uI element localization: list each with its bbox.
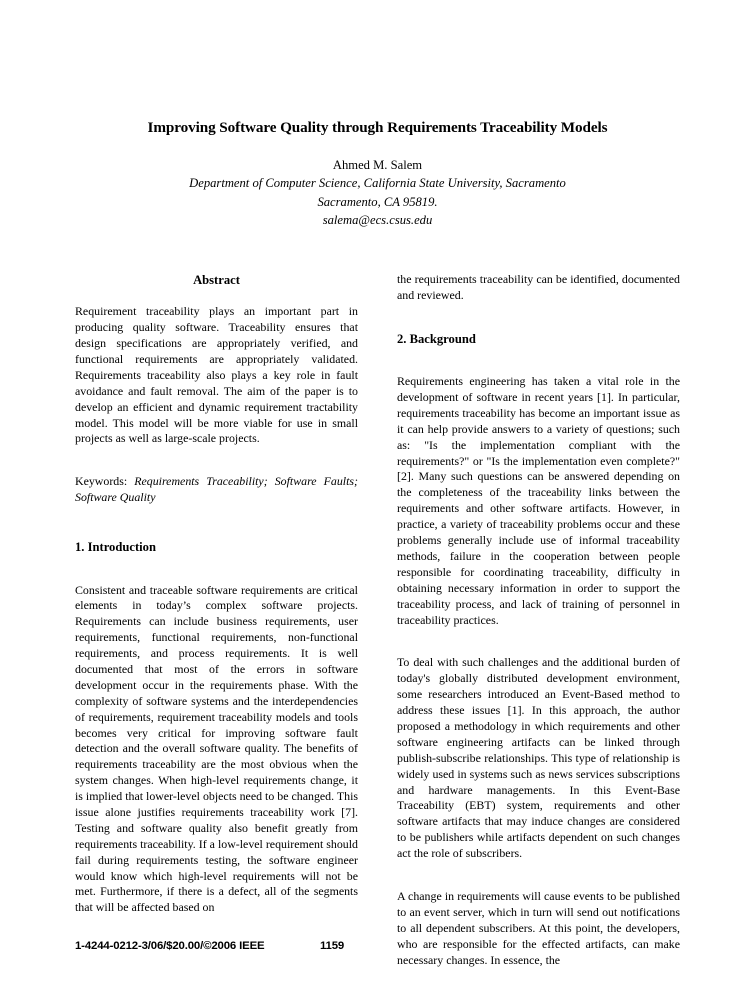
title-block	[75, 118, 680, 229]
footer-copyright: 1-4244-0212-3/06/$20.00/©2006 IEEE	[75, 940, 265, 952]
spacer	[75, 460, 358, 474]
abstract-body: Requirement traceability plays an important part in producing quality software. Traceability ensures that design specifications are appropriately verified, and functional requirements are appropriately validated. Requirements traceability also plays a key role in fault avoidance and fault removal. The aim of the paper is to develop an efficient and dynamic requirement tractability model. This model will be more viable for use in small projects as well as large-scale projects.	[75, 304, 358, 446]
keywords-terms: Requirements Traceability; Software Faults; Software Quality	[75, 474, 358, 505]
spacer	[397, 875, 680, 889]
background-paragraph-1: Requirements engineering has taken a vital role in the development of software in recent years [1]. In particular, requirements traceability has become an important issue as it can help provide answers to a variety of questions; such as: "Is the implementation compliant with the requirements?" or "Is the implementation even complete?" [2]. Many such questions can be answered depending on the completeness of the traceability links between the requirements and other software artifacts. However, in practice, a variety of traceability problems occur and these problems generally include use of informal traceability methods, failure in the cooperation between people responsible for coordinating traceability, difficulty in obtaining necessary information in order to support the traceability process, and lack of training of personnel in traceability practices.	[397, 374, 680, 627]
spacer	[397, 641, 680, 655]
page-title: Improving Software Quality through Requirements Traceability Models	[147, 119, 608, 136]
background-heading: 2. Background	[397, 331, 476, 346]
introduction-heading: 1. Introduction	[75, 540, 156, 555]
author-email: salema@ecs.csus.edu	[322, 212, 433, 227]
keywords-label: Keywords:	[75, 474, 128, 489]
keywords-paragraph	[75, 474, 358, 506]
right-column	[397, 272, 680, 968]
background-paragraph-2: To deal with such challenges and the additional burden of today's globally distributed development environment, some researchers introduced an Event-Based method to address these issues [1]. In this approach, the author proposed a methodology in which requirements and other software engineering artifacts can be linked through publish-subscribe relationships. This type of relationship is widely used in systems such as news services subscriptions and hardware managements. In this Event-Base Traceability (EBT) system, requirements and other software artifacts that may induce changes are considered to be publishers while artifacts dependent on such changes act the role of subscribers.	[397, 655, 680, 861]
footer-page-number: 1159	[320, 940, 345, 952]
abstract-heading: Abstract	[193, 273, 240, 287]
author-affiliation-city: Sacramento, CA 95819.	[317, 194, 438, 209]
author-affiliation: Department of Computer Science, California State University, Sacramento	[189, 176, 566, 191]
author-name: Ahmed M. Salem	[332, 158, 423, 173]
left-column	[75, 272, 358, 916]
background-paragraph-3: A change in requirements will cause events to be published to an event server, which in turn will send out notifications to all dependent subscribers. At this point, the developers, who are responsible for the effected artifacts, can make necessary changes. In essence, the	[397, 888, 680, 967]
spacer	[397, 360, 680, 374]
spacer	[75, 569, 358, 583]
spacer	[397, 317, 680, 331]
introduction-body: Consistent and traceable software requirements are critical elements in today’s complex software projects. Requirements can include business requirements, user requirements, functional requirements, non-functional requirements, and process requirements. It is well documented that most of the errors in software development occur in the requirements phase. With the complexity of software systems and the interdependencies of requirements, requirement traceability models and tools becomes very critical for improving software fault detection and the overall software quality. The benefits of requirements traceability are the most obvious when the system changes. When high-level requirements change, it is implied that lower-level objects need to be changed. This issue alone justifies requirements traceability work [7]. Testing and software quality also benefit greatly from requirements traceability. If a low-level requirement should fail during requirements testing, the software engineer would know which high-level requirements will not be met. Furthermore, if there is a defect, all of the segments that will be affected based on	[75, 582, 358, 915]
spacer	[75, 519, 358, 539]
continuation-paragraph: the requirements traceability can be identified, documented and reviewed.	[397, 272, 680, 302]
